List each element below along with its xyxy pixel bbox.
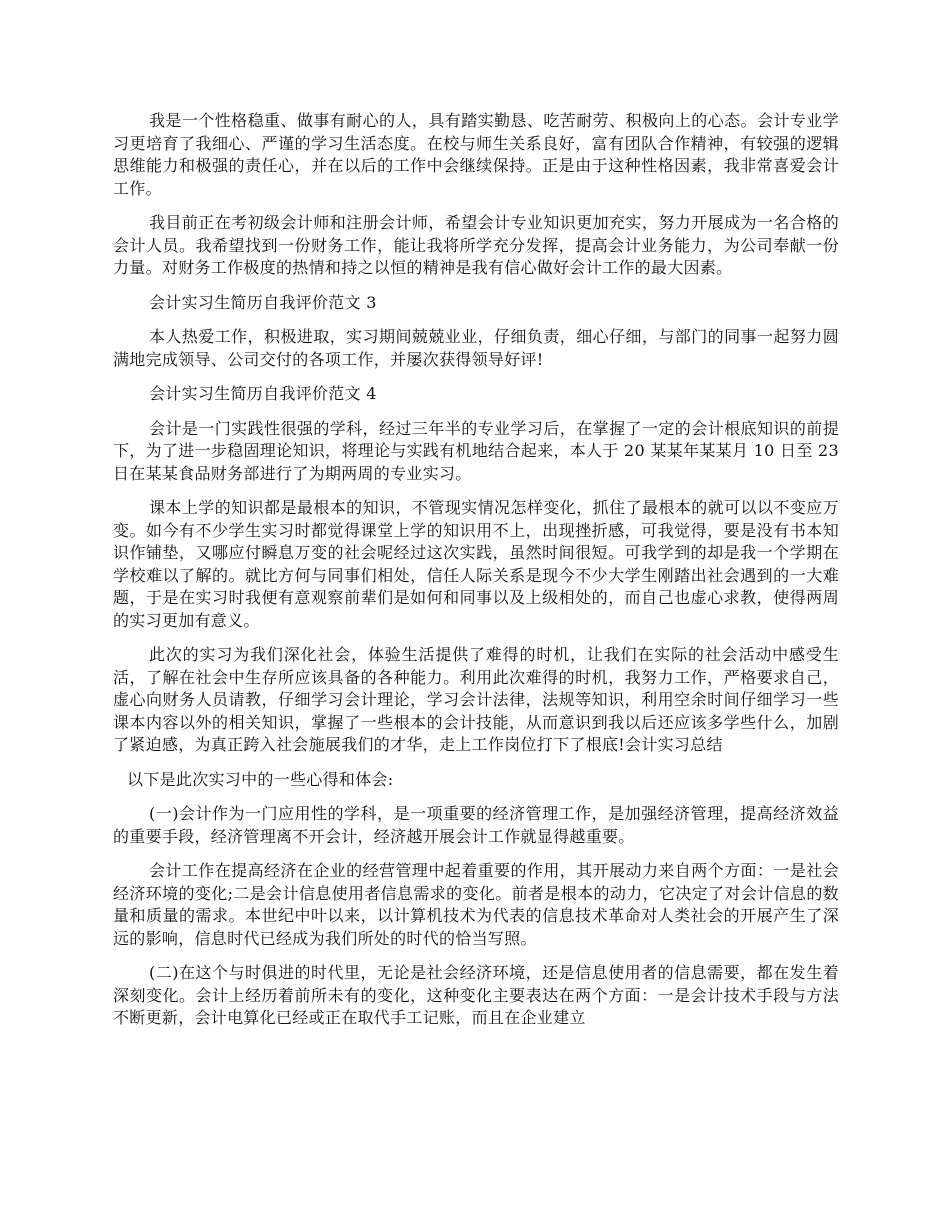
section-heading-sample-4: 会计实习生简历自我评价范文 4 [149, 384, 377, 403]
paragraph-experience-intro: 以下是此次实习中的一些心得和体会: [127, 769, 394, 789]
section-heading-sample-3: 会计实习生简历自我评价范文 3 [149, 292, 377, 312]
paragraph-self-evaluation-2: 我目前正在考初级会计师和注册会计师，希望会计专业知识更加充实，努力开展成为一名合格的会计人员。我希望找到一份财务工作，能让我将所学充分发挥，提高会计业务能力，为公司奉献一份力量。对财务工作极度的热情和持之以恒的精神是我有信心做好会计工作的最大因素。 [113, 213, 839, 277]
paragraph-point-2: (二)在这个与时俱进的时代里，无论是社会经济环境，还是信息使用者的信息需要，都在发生着深刻变化。会计上经历着前所未有的变化，这种变化主要表达在两个方面：一是会计技术手段与方法不断更新，会计电算化已经或正在取代手工记账，而且在企业建立 [113, 963, 839, 1027]
paragraph-self-evaluation-1: 我是一个性格稳重、做事有耐心的人，具有踏实勤恳、吃苦耐劳、积极向上的心态。会计专业学习更培育了我细心、严谨的学习生活态度。在校与师生关系良好，富有团队合作精神，有较强的逻辑思维能力和极强的责任心，并在以后的工作中会继续保持。正是由于这种性格因素，我非常喜爱会计工作。 [113, 111, 839, 198]
paragraph-textbook-knowledge: 课本上学的知识都是最根本的知识，不管现实情况怎样变化，抓住了最根本的就可以以不变应万变。如今有不少学生实习时都觉得课堂上学的知识用不上，出现挫折感，可我觉得，要是没有书本知识作铺垫，又哪应付瞬息万变的社会呢经过这次实践，虽然时间很短。可我学到的却是我一个学期在学校难以了解的。就比方何与同事们相处，信任人际关系是现今不少大学生刚踏出社会遇到的一大难题，于是在实习时我便有意观察前辈们是如何和同事以及上级相处的，而自己也虚心求教，使得两周的实习更加有意义。 [113, 498, 839, 630]
paragraph-internship-value: 此次的实习为我们深化社会，体验生活提供了难得的时机，让我们在实际的社会活动中感受生活，了解在社会中生存所应该具备的各种能力。利用此次难得的时机，我努力工作，严格要求自己，虚心向财务人员请教，仔细学习会计理论，学习会计法律，法规等知识，利用空余时间仔细学习一些课本内容以外的相关知识，掌握了一些根本的会计技能，从而意识到我以后还应该多学些什么，加剧了紧迫感，为真正跨入社会施展我们的才华，走上工作岗位打下了根底!会计实习总结 [113, 645, 839, 754]
paragraph-sample-3: 本人热爱工作，积极进取，实习期间兢兢业业，仔细负责，细心仔细，与部门的同事一起努力圆满地完成领导、公司交付的各项工作，并屡次获得领导好评! [113, 327, 839, 369]
document-body [113, 110, 839, 1042]
paragraph-internship-intro: 会计是一门实践性很强的学科，经过三年半的专业学习后，在掌握了一定的会计根底知识的前提下，为了进一步稳固理论知识，将理论与实践有机地结合起来，本人于 20 某某年某某月 10 日至 23 日在某某食品财务部进行了为期两周的专业实习。 [113, 418, 839, 483]
paragraph-accounting-role: 会计工作在提高经济在企业的经营管理中起着重要的作用，其开展动力来自两个方面：一是社会经济环境的变化;二是会计信息使用者信息需求的变化。前者是根本的动力，它决定了对会计信息的数量和质量的需求。本世纪中叶以来，以计算机技术为代表的信息技术革命对人类社会的开展产生了深远的影响，信息时代已经成为我们所处的时代的恰当写照。 [113, 861, 839, 948]
paragraph-point-1: (一)会计作为一门应用性的学科，是一项重要的经济管理工作，是加强经济管理，提高经济效益的重要手段，经济管理离不开会计，经济越开展会计工作就显得越重要。 [113, 804, 839, 846]
